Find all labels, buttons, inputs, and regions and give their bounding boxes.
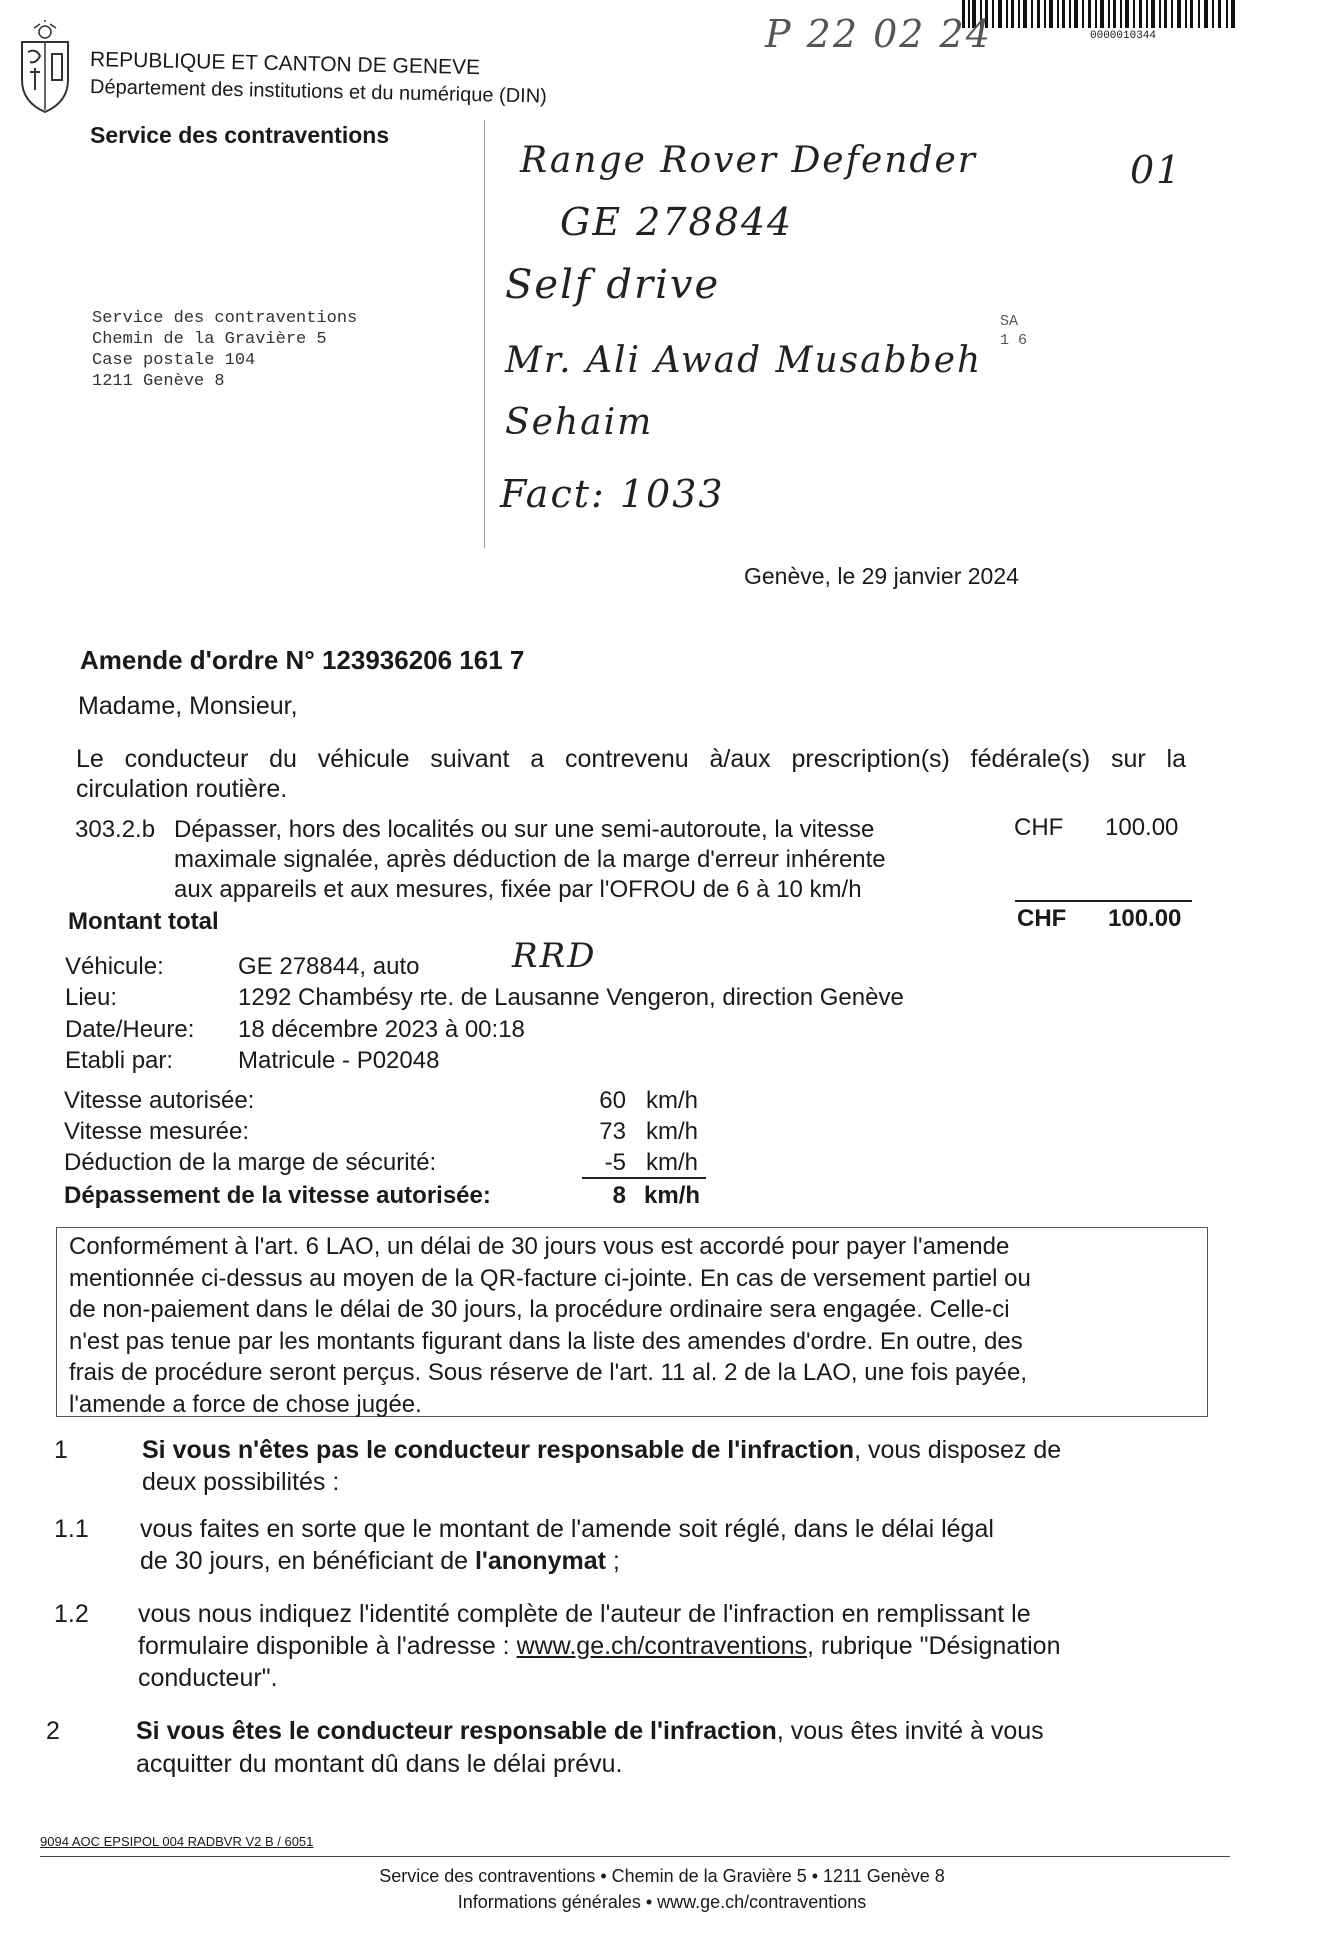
notice-line: l'amende a force de chose jugée. — [69, 1390, 422, 1418]
detail-value: Matricule - P02048 — [238, 1047, 440, 1074]
option-text-line: deux possibilités : — [142, 1468, 340, 1496]
speed-unit: km/h — [646, 1149, 699, 1176]
notice-box — [56, 1227, 1208, 1417]
header-republic: REPUBLIQUE ET CANTON DE GENEVE — [89, 48, 481, 80]
notice-line: mentionnée ci-dessus au moyen de la QR-facture ci-jointe. En cas de versement partiel ou — [69, 1264, 1031, 1292]
speed-rule — [582, 1177, 706, 1179]
option-text — [142, 1436, 1061, 1465]
option-segment: de 30 jours, en bénéficiant de — [140, 1547, 475, 1575]
side-code — [1000, 312, 1027, 350]
speed-value: 8 — [612, 1182, 626, 1209]
sender-address — [92, 308, 357, 392]
option-number: 1 — [54, 1436, 68, 1464]
handwritten-line: GE 278844 — [560, 200, 794, 244]
handwritten-line: Mr. Ali Awad Musabbeh — [505, 340, 983, 381]
total-label: Montant total — [68, 908, 219, 935]
option-number: 1.1 — [54, 1515, 89, 1543]
fine-title: Amende d'ordre N° 123936206 161 7 — [80, 645, 525, 675]
handwritten-vehicle-note: RRD — [512, 936, 597, 976]
detail-label: Etabli par: — [65, 1047, 174, 1074]
notice-line: frais de procédure seront perçus. Sous réserve de l'art. 11 al. 2 de la LAO, une fois payée, — [69, 1359, 1028, 1386]
detail-label: Lieu: — [65, 984, 118, 1011]
footer-line: Service des contraventions • Chemin de la Gravière 5 • 1211 Genève 8 — [379, 1866, 945, 1886]
option-text-line: vous nous indiquez l'identité complète de l'auteur de l'infraction en remplissant le — [138, 1600, 1031, 1628]
option-rest: , vous disposez de — [854, 1436, 1062, 1464]
option-bold: Si vous êtes le conducteur responsable de l'infraction — [136, 1717, 777, 1745]
detail-value: 18 décembre 2023 à 00:18 — [238, 1016, 525, 1043]
speed-unit: km/h — [646, 1087, 699, 1114]
option-number: 1.2 — [54, 1600, 89, 1628]
coat-of-arms-logo — [12, 20, 78, 120]
footer-line: Informations générales • www.ge.ch/contraventions — [457, 1892, 867, 1912]
speed-value: -5 — [604, 1149, 626, 1176]
total-amount: 100.00 — [1108, 905, 1182, 932]
speed-value: 73 — [599, 1118, 626, 1145]
option-text-line: conducteur". — [138, 1664, 278, 1692]
handwritten-line: Self drive — [505, 262, 721, 308]
offence-description-line: aux appareils et aux mesures, fixée par l'OFROU de 6 à 10 km/h — [174, 876, 862, 903]
handwritten-line: Fact: 1033 — [500, 472, 725, 516]
barcode-number: 0000010344 — [1090, 30, 1157, 42]
handwritten-corner-mark: 01 — [1130, 148, 1183, 192]
salutation: Madame, Monsieur, — [78, 692, 298, 720]
option-segment: ; — [605, 1547, 620, 1575]
option-text — [140, 1547, 620, 1576]
geneva-crest-icon — [12, 20, 78, 120]
option-text — [136, 1717, 1044, 1746]
intro-line: circulation routière. — [76, 775, 288, 803]
handwritten-line: Sehaim — [505, 402, 654, 443]
option-segment: formulaire disponible à l'adresse : — [138, 1632, 517, 1660]
option-text-line: acquitter du montant dû dans le délai prévu. — [136, 1750, 623, 1778]
option-text — [138, 1632, 1060, 1661]
address-line: Service des contraventions — [92, 309, 358, 328]
side-code-line: 1 6 — [1000, 332, 1028, 349]
total-currency: CHF — [1017, 905, 1067, 932]
speed-label: Déduction de la marge de sécurité: — [64, 1149, 437, 1176]
notice-line: Conformément à l'art. 6 LAO, un délai de 30 jours vous est accordé pour payer l'amende — [69, 1233, 1010, 1260]
total-rule — [1015, 900, 1192, 902]
speed-label: Vitesse mesurée: — [64, 1118, 249, 1145]
notice-line: de non-paiement dans le délai de 30 jours, la procédure ordinaire sera engagée. Celle-ci — [69, 1296, 1010, 1323]
offence-description-line: Dépasser, hors des localités ou sur une semi-autoroute, la vitesse — [174, 816, 875, 843]
barcode-icon — [962, 0, 1237, 28]
option-text-line: vous faites en sorte que le montant de l'amende soit réglé, dans le délai légal — [140, 1515, 994, 1543]
speed-unit: km/h — [646, 1118, 699, 1145]
offence-code: 303.2.b — [75, 816, 156, 843]
option-segment: , rubrique "Désignation — [807, 1632, 1061, 1660]
header-service: Service des contraventions — [90, 122, 390, 148]
offence-description-line: maximale signalée, après déduction de la marge d'erreur inhérente — [174, 846, 886, 873]
handwritten-line: Range Rover Defender — [520, 140, 977, 181]
detail-value: GE 278844, auto — [238, 953, 420, 980]
option-bold: l'anonymat — [474, 1547, 606, 1575]
option-number: 2 — [46, 1717, 60, 1745]
header-department: Département des institutions et du numérique (DIN) — [89, 76, 548, 108]
letter-date: Genève, le 29 janvier 2024 — [744, 563, 1019, 589]
speed-label: Vitesse autorisée: — [64, 1087, 255, 1114]
address-line: 1211 Genève 8 — [92, 372, 225, 391]
option-bold: Si vous n'êtes pas le conducteur responsable de l'infraction — [142, 1436, 855, 1464]
speed-value: 60 — [599, 1087, 626, 1114]
intro-line: Le conducteur du véhicule suivant a contrevenu à/aux prescription(s) fédérale(s) sur la — [76, 745, 1186, 773]
detail-value: 1292 Chambésy rte. de Lausanne Vengeron, direction Genève — [238, 984, 904, 1011]
offence-currency: CHF — [1014, 814, 1064, 841]
contraventions-link[interactable]: www.ge.ch/contraventions — [516, 1632, 808, 1660]
side-code-line: SA — [1000, 313, 1019, 330]
notice-line: n'est pas tenue par les montants figurant dans la liste des amendes d'ordre. En outre, des — [69, 1327, 1023, 1355]
barcode — [962, 0, 1237, 30]
handwritten-date-note: P 22 02 24 — [765, 12, 992, 56]
speed-label: Dépassement de la vitesse autorisée: — [64, 1182, 491, 1209]
form-code: 9094 AOC EPSIPOL 004 RADBVR V2 B / 6051 — [40, 1834, 314, 1849]
handwritten-block-border — [484, 120, 485, 548]
footer-rule — [40, 1856, 1230, 1857]
address-line: Case postale 104 — [92, 351, 256, 370]
speed-unit: km/h — [644, 1182, 701, 1209]
detail-label: Véhicule: — [65, 953, 164, 980]
offence-amount: 100.00 — [1105, 814, 1179, 841]
option-rest: , vous êtes invité à vous — [776, 1717, 1044, 1745]
detail-label: Date/Heure: — [65, 1016, 195, 1043]
address-line: Chemin de la Gravière 5 — [92, 330, 327, 349]
